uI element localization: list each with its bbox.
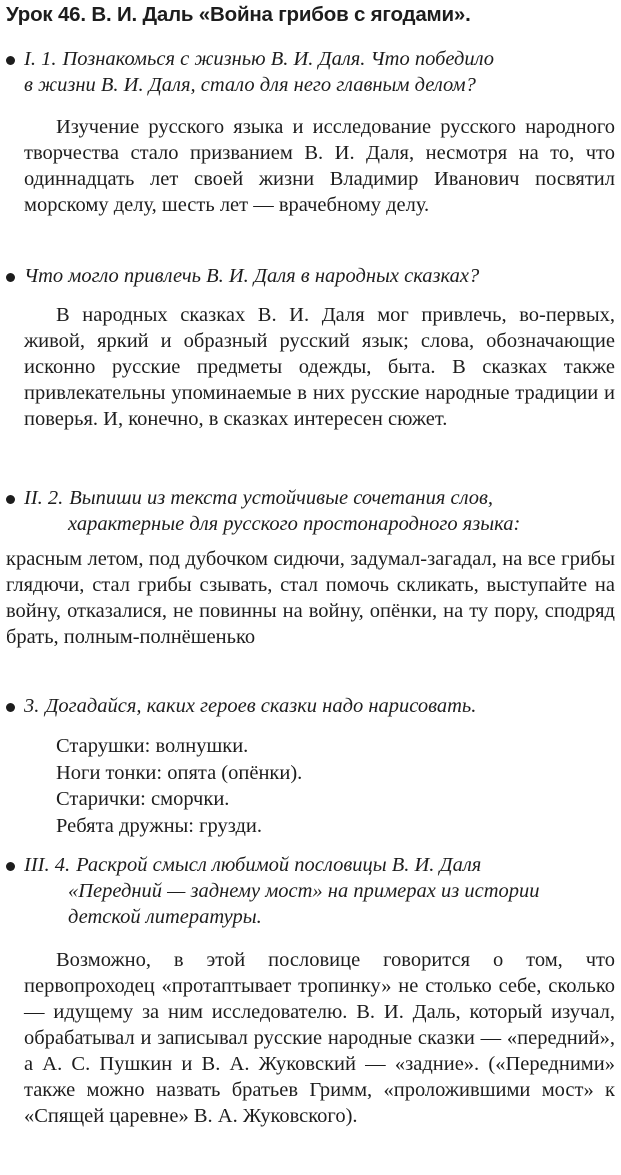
answer-5 <box>24 947 615 1129</box>
question-text-line2: «Передний — заднему мост» на примерах из истории <box>68 880 540 902</box>
question-text-line2: в жизни В. И. Даля, стало для него главным делом? <box>24 74 476 96</box>
lesson-title: Урок 46. В. И. Даль «Война грибов с ягодами». <box>6 3 471 26</box>
list-item: Ребята дружны: грузди. <box>56 814 263 837</box>
question-text-line2: характерные для русского простонародного языка: <box>68 513 521 535</box>
bullet-icon <box>6 703 15 712</box>
question-4 <box>24 693 615 719</box>
question-text-line1: Что могло привлечь В. И. Даля в народных сказках? <box>24 265 480 287</box>
answer-text: Возможно, в этой пословице говорится о том, что первопроходец «протаптывает тропинку» не столько себе, сколько — идущему за ним исследователю. В. И. Даль, который изучал, обрабатывал и записывал русские народные сказки — «передний», а А. С. Пушкин и В. А. Жуковский — «задние». («Передними» также можно назвать братьев Гримм, «проложившими мост» к «Спящей царевне» В. А. Жуковского). <box>24 949 615 1127</box>
question-1 <box>24 46 615 98</box>
question-number: II. 2. <box>24 487 64 509</box>
question-number: 3. <box>24 695 40 717</box>
answer-4-list <box>56 733 302 839</box>
question-text-line1: Выпиши из текста устойчивые сочетания слов, <box>69 487 494 509</box>
answer-text: Изучение русского языка и исследование русского народного творчества стало призванием В. И. Даля, несмотря на то, что одиннадцать лет своей жизни Владимир Иванович посвятил морскому делу, шесть лет — врачебному делу. <box>24 116 615 216</box>
question-number: I. 1. <box>24 48 57 70</box>
question-text-line3: детской литературы. <box>68 906 262 928</box>
bullet-icon <box>6 495 15 504</box>
question-text-line1: Догадайся, каких героев сказки надо нарисовать. <box>45 695 477 717</box>
list-item: Старички: сморчки. <box>56 788 230 810</box>
question-text-line1: Раскрой смысл любимой пословицы В. И. Даля <box>76 854 482 876</box>
list-item: Ноги тонки: опята (опёнки). <box>56 761 303 784</box>
answer-3 <box>6 546 615 650</box>
question-3 <box>24 485 615 537</box>
question-5 <box>24 852 615 930</box>
bullet-icon <box>6 862 15 871</box>
answer-text: В народных сказках В. И. Даля мог привлечь, во-первых, живой, яркий и образный русский язык; слова, обозначающие исконно русские предметы одежды, быта. В сказках также привлекательны упоминаемые в них русские народные традиции и поверья. И, конечно, в сказках интересен сюжет. <box>24 304 615 430</box>
bullet-icon <box>6 273 15 282</box>
question-2 <box>24 263 615 289</box>
answer-1 <box>24 114 615 218</box>
answer-text: красным летом, под дубочком сидючи, задумал-загадал, на все грибы глядючи, стал грибы сзывать, стал помочь скликать, выступайте на войну, отказалися, не повинны на войну, опёнки, на ту пору, сподряд брать, полным-полнёшенько <box>6 548 615 648</box>
question-number: III. 4. <box>24 854 71 876</box>
question-text-line1: Познакомься с жизнью В. И. Даля. Что победило <box>62 48 495 70</box>
answer-2 <box>24 302 615 432</box>
bullet-icon <box>6 56 15 65</box>
list-item: Старушки: волнушки. <box>56 735 249 757</box>
